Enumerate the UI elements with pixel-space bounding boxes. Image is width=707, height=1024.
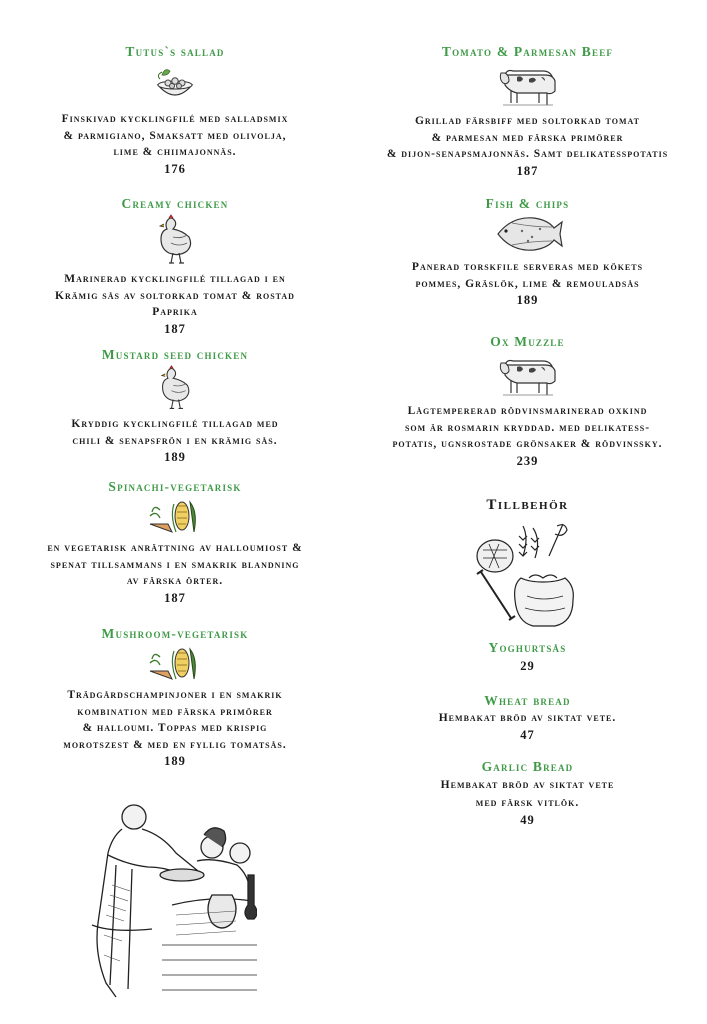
sides-heading: Tillbehör: [486, 497, 569, 513]
dish-description: en vegetarisk anrättning av halloumiost & spenat tillsammans i en smakrik blandning av färska örter.: [47, 542, 303, 587]
side-item-garlic-bread: [355, 759, 700, 829]
menu-item-fish-and-chips: [355, 196, 700, 309]
side-price: 47: [520, 727, 535, 742]
dish-title: Tomato & Parmesan Beef: [441, 44, 614, 59]
vegetables-icon: [146, 496, 204, 536]
vegetables-icon: [146, 643, 204, 683]
salad-bowl-icon: [150, 61, 200, 107]
dish-description: Panerad torskfile serveras med kökets pommes, Gräslök, lime & remouladsås: [411, 261, 644, 290]
dish-price: 187: [164, 321, 186, 336]
dish-price: 176: [164, 161, 186, 176]
dish-description: Kryddig kycklingfilé tillagad med chili & senapsfrön i en krämig sås.: [71, 418, 279, 447]
waiter-serving-illustration: [72, 795, 257, 1005]
dish-price: 187: [164, 590, 186, 605]
dish-description: Marinerad kycklingfilé tillagad i en Krämig sås av soltorkad tomat & rostad Paprika: [55, 273, 295, 318]
menu-item-tomato-parmesan-beef: [355, 44, 700, 180]
dish-title: Creamy chicken: [121, 196, 229, 211]
fish-icon: [492, 213, 564, 255]
dish-title: Ox Muzzle: [490, 334, 565, 349]
dish-title: Spinachi-vegetarisk: [108, 479, 242, 494]
dish-price: 239: [516, 453, 539, 468]
dish-title: Mushroom-vegetarisk: [101, 626, 249, 641]
menu-item-ox-muzzle: [355, 334, 700, 470]
menu-item-tutus-sallad: [10, 44, 340, 178]
side-description: Hembakat bröd av siktat vete med färsk vitlök.: [440, 779, 615, 809]
side-title: Garlic Bread: [481, 759, 574, 774]
dish-title: Tutus`s sallad: [125, 44, 225, 59]
side-description: Hembakat bröd av siktat vete.: [438, 712, 617, 724]
side-item-wheat-bread: [355, 693, 700, 744]
chicken-icon: [153, 213, 197, 267]
side-title: Yoghurtsås: [488, 640, 567, 655]
dish-title: Fish & chips: [485, 196, 570, 211]
chicken-icon: [155, 364, 195, 412]
dish-description: Trädgårdschampinjoner i en smakrik kombination med färska primörer & halloumi. Toppas med krispig morotszest & med en fyllig tomatsås.: [63, 689, 287, 751]
menu-item-mushroom-vegetarisk: [10, 626, 340, 770]
side-item-yoghurtsas: [355, 640, 700, 675]
dish-description: Finskivad kycklingfilé med salladsmix & parmigiano, Smaksatt med olivolja, lime & chiimajonnäs.: [61, 113, 289, 158]
menu-item-spinachi-vegetarisk: [10, 479, 340, 607]
menu-item-mustard-seed-chicken: [10, 347, 340, 466]
dish-title: Mustard seed chicken: [101, 347, 249, 362]
menu-item-creamy-chicken: [10, 196, 340, 338]
side-price: 29: [520, 659, 535, 673]
cow-icon: [497, 61, 559, 109]
dish-price: 189: [516, 293, 539, 307]
dish-description: Grillad färsbiff med soltorkad tomat & parmesan med färska primörer & dijon-senapsmajonnäs. Samt delikatesspotatis: [386, 115, 669, 160]
side-title: Wheat bread: [484, 693, 571, 708]
dish-description: Lågtempererad rödvinsmarinerad oxkind som är rosmarin kryddad. med delikatess- potatis, ugnsrostade grönsaker & rödvinssky.: [392, 405, 663, 450]
dish-price: 189: [164, 754, 186, 768]
side-price: 49: [520, 813, 535, 827]
dish-price: 187: [516, 163, 539, 178]
cow-icon: [497, 351, 559, 399]
baking-illustration-icon: [473, 522, 583, 630]
dish-price: 189: [164, 450, 186, 464]
